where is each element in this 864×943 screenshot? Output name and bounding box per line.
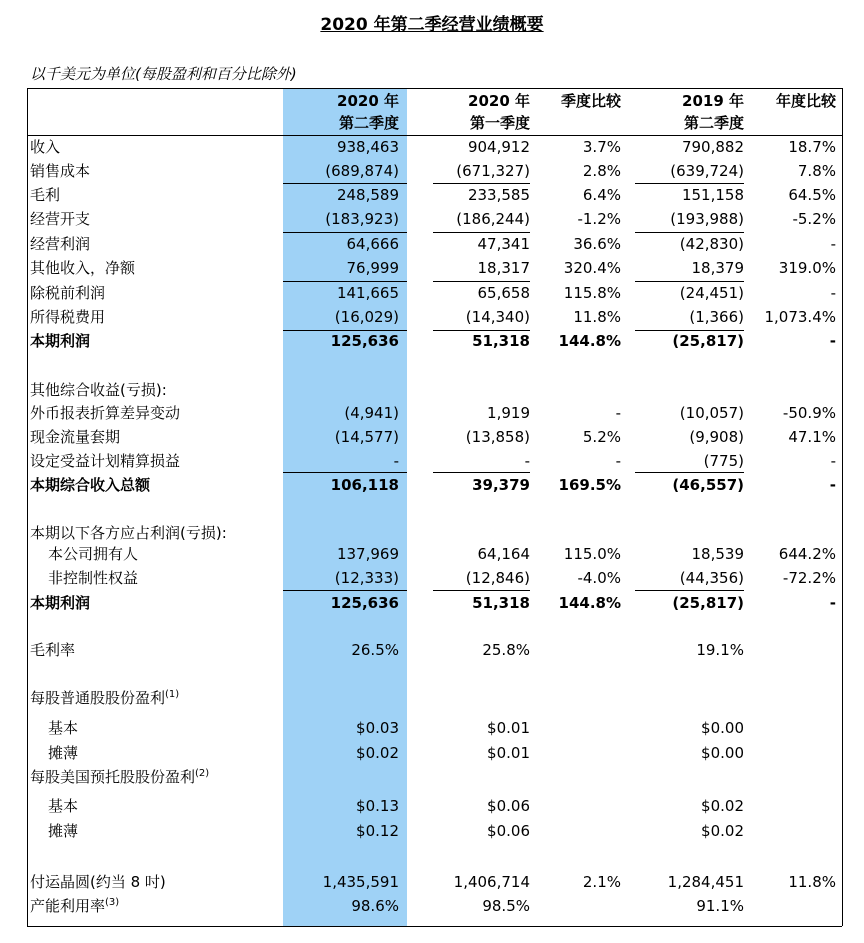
cell-c2: 51,318	[472, 594, 530, 612]
cell-c4: 91.1%	[696, 897, 744, 915]
row-label	[30, 568, 138, 588]
row-label-text: 摊薄	[48, 744, 79, 762]
cell-c1: (4,941)	[344, 404, 399, 422]
cell-c4: $0.02	[701, 822, 744, 840]
table-bottom-rule	[27, 926, 842, 927]
row-label-text: 外币报表折算差异变动	[30, 404, 181, 422]
row-label-text: 摊薄	[48, 822, 79, 840]
cell-c2: 1,406,714	[453, 873, 530, 891]
footnote-marker: (1)	[165, 689, 180, 700]
row-label-text: 设定受益计划精算损益	[30, 452, 181, 470]
cell-c5: -	[830, 284, 836, 302]
cell-c2: (12,846)	[465, 569, 530, 587]
row-label	[30, 209, 90, 229]
cell-c3: 169.5%	[558, 476, 621, 494]
cell-c2: 64,164	[477, 545, 530, 563]
cell-c5: 319.0%	[778, 259, 836, 277]
row-label	[30, 451, 180, 471]
cell-c2: 18,317	[477, 259, 530, 277]
cell-c2: (13,858)	[465, 428, 530, 446]
cell-c3: 3.7%	[582, 138, 621, 156]
row-label	[30, 821, 78, 841]
cell-c2: 233,585	[467, 186, 530, 204]
row-label	[30, 896, 119, 916]
cell-c4: 1,284,451	[667, 873, 744, 891]
row-label	[30, 872, 166, 892]
row-label	[30, 380, 167, 400]
rule-c2-gross	[433, 183, 530, 184]
cell-c4: $0.02	[701, 797, 744, 815]
cell-c1: (689,874)	[325, 162, 399, 180]
cell-c1: 938,463	[336, 138, 399, 156]
row-label-text: 毛利率	[30, 641, 76, 659]
row-label-text: 本公司拥有人	[48, 545, 139, 563]
rule-c1-op	[283, 232, 407, 233]
row-label	[30, 403, 180, 423]
row-label	[30, 523, 227, 543]
table-top-border	[27, 88, 843, 89]
cell-c3: -4.0%	[577, 569, 621, 587]
cell-c5: -5.2%	[792, 210, 836, 228]
cell-c2: 98.5%	[482, 897, 530, 915]
cell-c3: 144.8%	[558, 594, 621, 612]
row-label	[30, 161, 90, 181]
cell-c1: 76,999	[346, 259, 399, 277]
header-c2-line1: 2020 年	[468, 92, 530, 110]
page-title	[0, 10, 864, 35]
cell-c1: 137,969	[336, 545, 399, 563]
cell-c3: 115.0%	[563, 545, 621, 563]
rule-c2-oci	[433, 472, 530, 473]
row-label-text: 基本	[48, 719, 79, 737]
cell-c4: $0.00	[701, 719, 744, 737]
cell-c4: (639,724)	[670, 162, 744, 180]
row-label-text: 经营利润	[30, 235, 91, 253]
cell-c3: 5.2%	[582, 428, 621, 446]
row-label-text: 经营开支	[30, 210, 91, 228]
cell-c4: 19.1%	[696, 641, 744, 659]
cell-c2: (14,340)	[465, 308, 530, 326]
row-label-text: 所得税费用	[30, 308, 106, 326]
cell-c2: 1,919	[487, 404, 530, 422]
cell-c1: 98.6%	[351, 897, 399, 915]
cell-c5: -72.2%	[782, 569, 836, 587]
cell-c1: $0.02	[356, 744, 399, 762]
cell-c3: 2.8%	[582, 162, 621, 180]
cell-c1: 106,118	[330, 476, 399, 494]
row-label	[30, 331, 90, 351]
cell-c5: -	[829, 332, 836, 350]
cell-c4: 151,158	[681, 186, 744, 204]
cell-c4: (44,356)	[679, 569, 744, 587]
cell-c1: 125,636	[330, 594, 399, 612]
cell-c3: -	[615, 452, 621, 470]
row-label	[30, 137, 60, 157]
row-label-text: 除税前利润	[30, 284, 106, 302]
cell-c3: -1.2%	[577, 210, 621, 228]
cell-c3: 144.8%	[558, 332, 621, 350]
row-label-text: 现金流量套期	[30, 428, 121, 446]
cell-c1: (183,923)	[325, 210, 399, 228]
unit-note: 以千美元为单位(每股盈利和百分比除外)	[30, 65, 297, 83]
header-rule	[27, 135, 842, 136]
footnote-marker: (2)	[195, 768, 210, 779]
footnote-marker: (3)	[105, 897, 120, 908]
row-label-text: 毛利	[30, 186, 61, 204]
cell-c2: 25.8%	[482, 641, 530, 659]
cell-c2: 51,318	[472, 332, 530, 350]
cell-c4: (9,908)	[689, 428, 744, 446]
row-label	[30, 427, 120, 447]
header-c4-line2: 第二季度	[683, 114, 744, 132]
cell-c5: 644.2%	[778, 545, 836, 563]
cell-c4: (1,366)	[689, 308, 744, 326]
cell-c3: 36.6%	[573, 235, 621, 253]
row-label	[30, 640, 75, 660]
rule-c4-attrib	[635, 590, 744, 591]
cell-c4: (25,817)	[672, 594, 744, 612]
header-c3: 季度比较	[560, 92, 621, 110]
cell-c3: 2.1%	[582, 873, 621, 891]
cell-c1: (12,333)	[334, 569, 399, 587]
row-label	[30, 767, 209, 787]
rule-c4-oci	[635, 472, 744, 473]
row-label	[30, 796, 78, 816]
cell-c4: 18,379	[691, 259, 744, 277]
row-label	[30, 743, 78, 763]
header-c2-line2: 第一季度	[469, 114, 530, 132]
cell-c5: 64.5%	[788, 186, 836, 204]
cell-c3: 115.8%	[563, 284, 621, 302]
cell-c1: $0.13	[356, 797, 399, 815]
cell-c2: 39,379	[472, 476, 530, 494]
row-label-text: 本期利润	[30, 594, 91, 612]
row-label-text: 本期以下各方应占利润(亏损):	[30, 524, 227, 542]
cell-c5: 1,073.4%	[764, 308, 836, 326]
cell-c1: 1,435,591	[322, 873, 399, 891]
cell-c1: -	[393, 452, 399, 470]
cell-c1: 141,665	[336, 284, 399, 302]
cell-c5: 47.1%	[788, 428, 836, 446]
cell-c1: 125,636	[330, 332, 399, 350]
rule-c2-attrib	[433, 590, 530, 591]
row-label	[30, 185, 60, 205]
header-c1-line1: 2020 年	[337, 92, 399, 110]
cell-c2: (186,244)	[456, 210, 530, 228]
cell-c3: -	[615, 404, 621, 422]
row-label	[30, 258, 135, 278]
cell-c2: 904,912	[467, 138, 530, 156]
rule-c4-op	[635, 232, 744, 233]
row-label-text: 付运晶圆(约当 8 吋)	[30, 873, 166, 891]
cell-c2: -	[524, 452, 530, 470]
cell-c5: -50.9%	[782, 404, 836, 422]
cell-c2: $0.01	[487, 744, 530, 762]
cell-c4: (193,988)	[670, 210, 744, 228]
cell-c4: $0.00	[701, 744, 744, 762]
rule-c1-gross	[283, 183, 407, 184]
row-label-text: 本期综合收入总额	[30, 476, 151, 494]
row-label-text: 每股普通股股份盈利	[30, 689, 166, 707]
row-label-text: 本期利润	[30, 332, 91, 350]
cell-c5: -	[830, 235, 836, 253]
row-label-text: 每股美国预托股股份盈利	[30, 768, 196, 786]
cell-c5: 18.7%	[788, 138, 836, 156]
cell-c3: 320.4%	[563, 259, 621, 277]
row-label	[30, 544, 138, 564]
cell-c4: (25,817)	[672, 332, 744, 350]
row-label-text: 销售成本	[30, 162, 91, 180]
cell-c4: (10,057)	[679, 404, 744, 422]
cell-c1: 248,589	[336, 186, 399, 204]
row-label	[30, 234, 90, 254]
cell-c4: (775)	[703, 452, 744, 470]
row-label-text: 基本	[48, 797, 79, 815]
row-label	[30, 688, 179, 708]
cell-c1: (14,577)	[334, 428, 399, 446]
cell-c2: (671,327)	[456, 162, 530, 180]
cell-c1: $0.03	[356, 719, 399, 737]
cell-c4: (42,830)	[679, 235, 744, 253]
row-label	[30, 475, 150, 495]
header-c4-line1: 2019 年	[682, 92, 744, 110]
row-label-text: 非控制性权益	[48, 569, 139, 587]
cell-c4: 18,539	[691, 545, 744, 563]
cell-c5: -	[830, 452, 836, 470]
cell-c5: 7.8%	[797, 162, 836, 180]
cell-c1: $0.12	[356, 822, 399, 840]
row-label	[30, 593, 90, 613]
cell-c2: 47,341	[477, 235, 530, 253]
header-c1-line2: 第二季度	[338, 114, 399, 132]
cell-c3: 11.8%	[573, 308, 621, 326]
cell-c5: 11.8%	[788, 873, 836, 891]
rule-c1-pretax	[283, 281, 407, 282]
title-text: 2020 年第二季经营业绩概要	[320, 15, 544, 35]
cell-c3: 6.4%	[582, 186, 621, 204]
cell-c4: (46,557)	[672, 476, 744, 494]
cell-c1: (16,029)	[334, 308, 399, 326]
cell-c4: (24,451)	[679, 284, 744, 302]
rule-c2-pretax	[433, 281, 530, 282]
cell-c5: -	[829, 594, 836, 612]
cell-c2: 65,658	[477, 284, 530, 302]
rule-c1-oci	[283, 472, 407, 473]
rule-c2-op	[433, 232, 530, 233]
cell-c2: $0.06	[487, 797, 530, 815]
header-c5: 年度比较	[775, 92, 836, 110]
row-label-text: 其他综合收益(亏损):	[30, 381, 167, 399]
cell-c1: 64,666	[346, 235, 399, 253]
row-label-text: 收入	[30, 138, 61, 156]
row-label-text: 产能利用率	[30, 897, 106, 915]
cell-c2: $0.06	[487, 822, 530, 840]
cell-c5: -	[829, 476, 836, 494]
cell-c4: 790,882	[681, 138, 744, 156]
rule-c4-pretax	[635, 281, 744, 282]
rule-c1-attrib	[283, 590, 407, 591]
row-label	[30, 307, 105, 327]
cell-c1: 26.5%	[351, 641, 399, 659]
rule-c4-gross	[635, 183, 744, 184]
row-label	[30, 718, 78, 738]
row-label-text: 其他收入，净额	[30, 259, 136, 277]
row-label	[30, 283, 105, 303]
cell-c2: $0.01	[487, 719, 530, 737]
